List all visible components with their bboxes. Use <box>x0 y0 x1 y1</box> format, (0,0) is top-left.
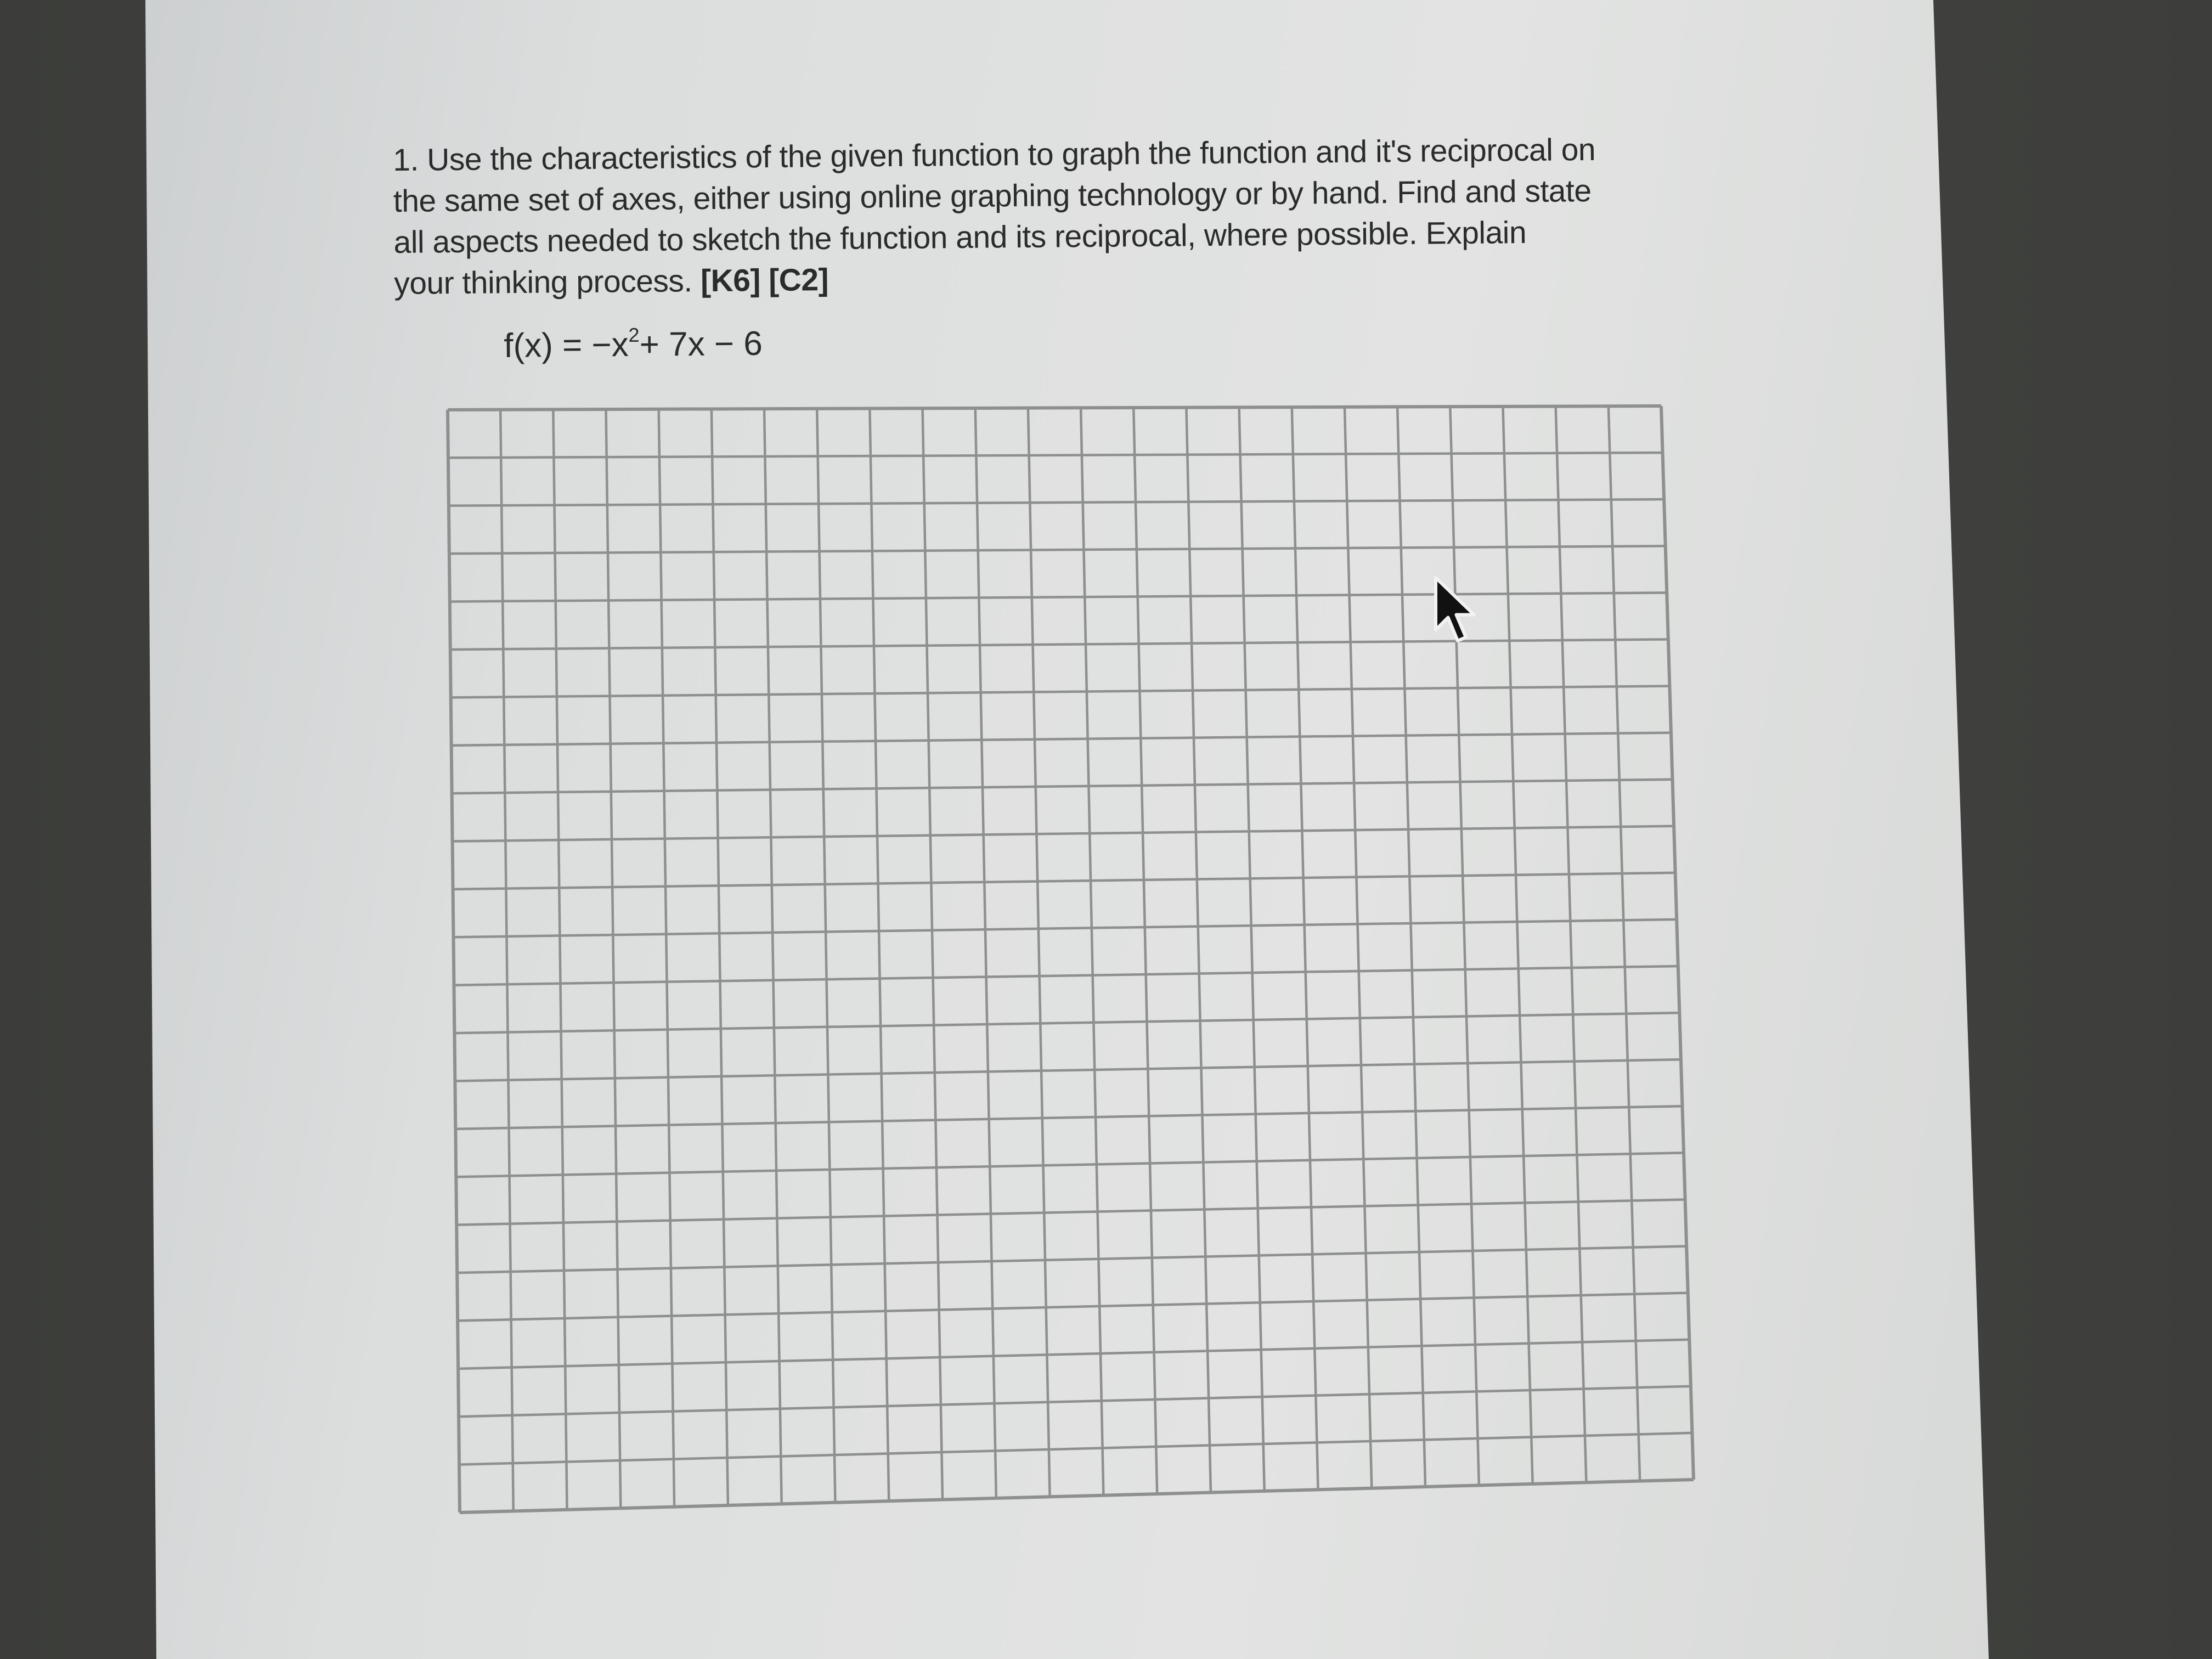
grid-vertical-line <box>448 410 460 1513</box>
question-line-4: your thinking process. [K6] [C2] <box>394 262 829 301</box>
grid-vertical-line <box>870 409 889 1502</box>
formula-exponent: 2 <box>628 323 640 347</box>
grid-vertical-line <box>1239 407 1265 1491</box>
question-line-2: the same set of axes, either using online graphing technology or by hand. Find and state <box>393 173 1592 219</box>
grid-vertical-line <box>553 409 567 1509</box>
question-tags: [K6] [C2] <box>700 262 829 299</box>
grid-vertical-line <box>1609 406 1640 1481</box>
grid-vertical-line <box>1292 407 1318 1489</box>
grid-vertical-line <box>659 409 674 1507</box>
grid-horizontal-line <box>460 1480 1694 1513</box>
grid-horizontal-line <box>452 780 1673 793</box>
grid-horizontal-line <box>453 873 1675 889</box>
grid-vertical-line <box>1081 408 1103 1495</box>
grid-vertical-line <box>1397 407 1425 1487</box>
grid-horizontal-line <box>448 453 1663 458</box>
grid-vertical-line <box>975 408 996 1498</box>
grid-horizontal-line <box>454 919 1677 937</box>
grid-vertical-line <box>1133 408 1157 1494</box>
grid-horizontal-line <box>450 639 1668 650</box>
grid-horizontal-line <box>454 1013 1679 1033</box>
grid-horizontal-line <box>449 546 1666 554</box>
grid-vertical-line <box>923 408 943 1499</box>
grid-vertical-line <box>1186 408 1211 1493</box>
mouse-pointer-arrow-icon <box>1433 575 1482 646</box>
grid-horizontal-line <box>453 826 1674 842</box>
formula-lhs: f(x) = −x <box>504 326 629 365</box>
grid-horizontal-line <box>455 1059 1681 1081</box>
grid-vertical-line <box>764 409 782 1504</box>
question-number: 1. <box>393 142 419 178</box>
grid-horizontal-line <box>459 1386 1691 1417</box>
grid-horizontal-line <box>457 1246 1686 1273</box>
grid-vertical-line <box>1450 407 1479 1485</box>
grid-horizontal-line <box>450 592 1667 601</box>
grid-horizontal-line <box>455 1106 1682 1129</box>
question-line-1: 1. Use the characteristics of the given function to graph the function and it's reciprocal on <box>393 132 1596 178</box>
grid-vertical-line <box>1503 407 1532 1484</box>
grid-horizontal-line <box>459 1433 1692 1465</box>
grid-vertical-line <box>1556 407 1587 1483</box>
grid-vertical-line <box>1661 406 1694 1480</box>
grid-horizontal-line <box>456 1199 1685 1224</box>
grid-horizontal-line <box>449 499 1664 506</box>
grid-horizontal-line <box>458 1340 1689 1369</box>
grid-horizontal-line <box>454 966 1678 985</box>
grid-vertical-line <box>606 409 621 1508</box>
grid-vertical-line <box>500 410 514 1511</box>
grid-vertical-line <box>1028 408 1050 1497</box>
grid-horizontal-line <box>448 406 1661 410</box>
grid-horizontal-line <box>451 686 1670 698</box>
grid-vertical-line <box>712 409 728 1505</box>
question-line-3: all aspects needed to sketch the function and its reciprocal, where possible. Explain <box>393 215 1527 260</box>
grid-vertical-line <box>817 409 835 1503</box>
grid-horizontal-line <box>452 733 1671 746</box>
grid-horizontal-line <box>458 1293 1688 1321</box>
grid-horizontal-line <box>456 1153 1684 1177</box>
formula-rhs: + 7x − 6 <box>639 324 763 364</box>
grid-vertical-line <box>1345 407 1372 1488</box>
